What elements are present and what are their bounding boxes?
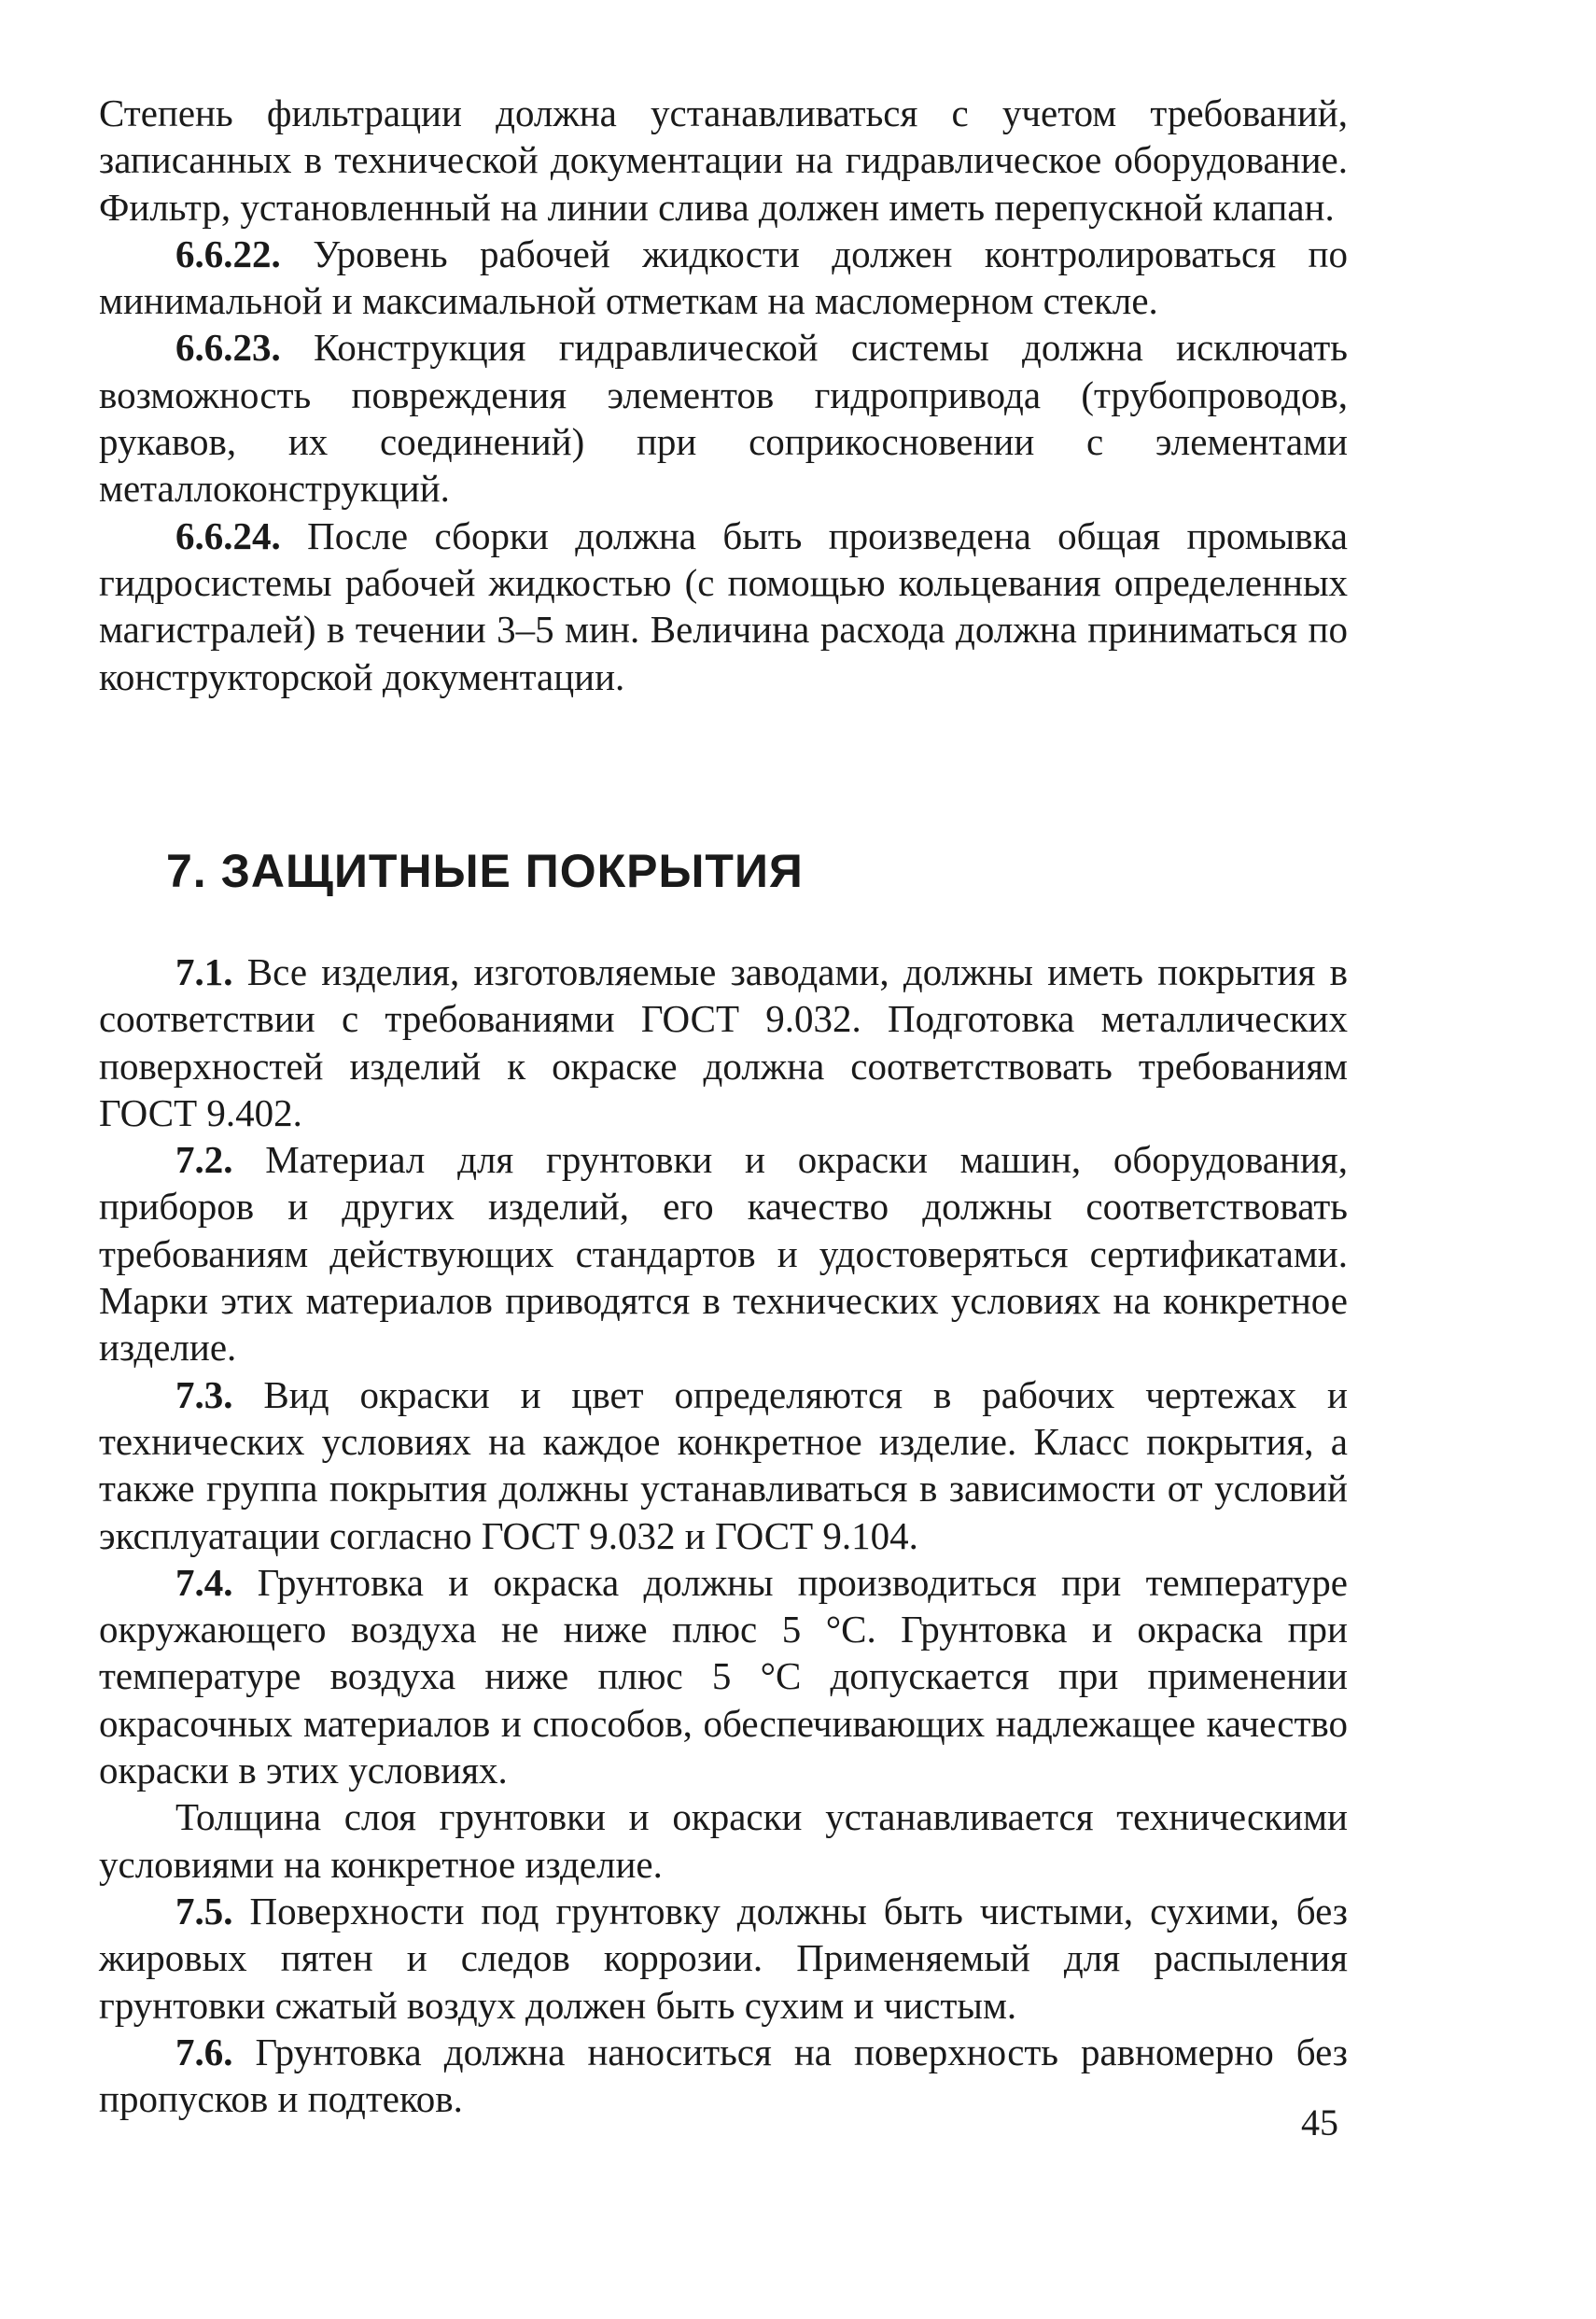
page-number: 45	[1301, 2101, 1338, 2143]
clause-text: Уровень рабочей жидкости должен контролироваться по минимальной и максимальной отметкам на масломерном стекле.	[99, 232, 1348, 323]
clause-text: Все изделия, изготовляемые заводами, должны иметь покрытия в соответствии с требованиями ГОСТ 9.032. Подготовка металлических поверхностей изделий к окраске должна соответствовать требованиям ГОСТ 9.402.	[99, 950, 1348, 1134]
clause-number: 7.1.	[175, 950, 233, 993]
clause-7-4	[99, 1559, 1348, 1793]
paragraph-text: Толщина слоя грунтовки и окраски устанавливается техническими условиями на конкретное изделие.	[99, 1795, 1348, 1886]
clause-number: 7.5.	[175, 1889, 233, 1932]
clause-text: После сборки должна быть произведена общая промывка гидросистемы рабочей жидкостью (с помощью кольцевания определенных магистралей) в течении 3–5 мин. Величина расхода должна приниматься по конструкторской документации.	[99, 513, 1348, 698]
clause-6-6-23	[99, 324, 1348, 512]
clause-text: Поверхности под грунтовку должны быть чистыми, сухими, без жировых пятен и следов коррозии. Применяемый для распыления грунтовки сжатый воздух должен быть сухим и чистым.	[99, 1889, 1348, 2027]
clause-7-6	[99, 2029, 1348, 2123]
clause-6-6-24	[99, 513, 1348, 700]
clause-text: Конструкция гидравлической системы должна исключать возможность повреждения элементов гидропривода (трубопроводов, рукавов, их соединений) при соприкосновении с элементами металлоконструкций.	[99, 326, 1348, 511]
clause-number: 6.6.24.	[175, 513, 281, 557]
clause-number: 7.2.	[175, 1138, 233, 1182]
clause-7-5	[99, 1888, 1348, 2029]
top-text-block	[99, 90, 1348, 700]
clause-text: Грунтовка и окраска должны производиться при температуре окружающего воздуха не ниже плюс 5 °С. Грунтовка и окраска при температуре воздуха ниже плюс 5 °С допускается при применении окрасочных материалов и способов, обеспечивающих надлежащее качество окраски в этих условиях.	[99, 1560, 1348, 1792]
clause-7-1	[99, 949, 1348, 1136]
paragraph-text: Степень фильтрации должна устанавливаться с учетом требований, записанных в технической документации на гидравлическое оборудование. Фильтр, установленный на линии слива должен иметь перепускной клапан.	[99, 91, 1348, 229]
clause-number: 7.4.	[175, 1560, 233, 1604]
clause-number: 7.6.	[175, 2030, 233, 2073]
section-title: 7. ЗАЩИТНЫЕ ПОКРЫТИЯ	[166, 845, 804, 897]
paragraph-note	[99, 1793, 1348, 1888]
clause-6-6-22	[99, 231, 1348, 325]
clause-number: 6.6.22.	[175, 232, 281, 275]
clause-7-2	[99, 1136, 1348, 1370]
clause-text: Грунтовка должна наноситься на поверхность равномерно без пропусков и подтеков.	[99, 2030, 1348, 2121]
clause-number: 7.3.	[175, 1372, 233, 1416]
clause-text: Вид окраски и цвет определяются в рабочих чертежах и технических условиях на каждое конкретное изделие. Класс покрытия, а также группа покрытия должны устанавливаться в зависимости от условий эксплуатации согласно ГОСТ 9.032 и ГОСТ 9.104.	[99, 1372, 1348, 1557]
clause-number: 6.6.23.	[175, 326, 281, 370]
clause-7-3	[99, 1371, 1348, 1559]
section-7-text-block	[99, 949, 1348, 2122]
clause-text: Материал для грунтовки и окраски машин, оборудования, приборов и других изделий, его качество должны соответствовать требованиям действующих стандартов и удостоверяться сертификатами. Марки этих материалов приводятся в технических условиях на конкретное изделие.	[99, 1138, 1348, 1370]
paragraph-intro	[99, 90, 1348, 231]
